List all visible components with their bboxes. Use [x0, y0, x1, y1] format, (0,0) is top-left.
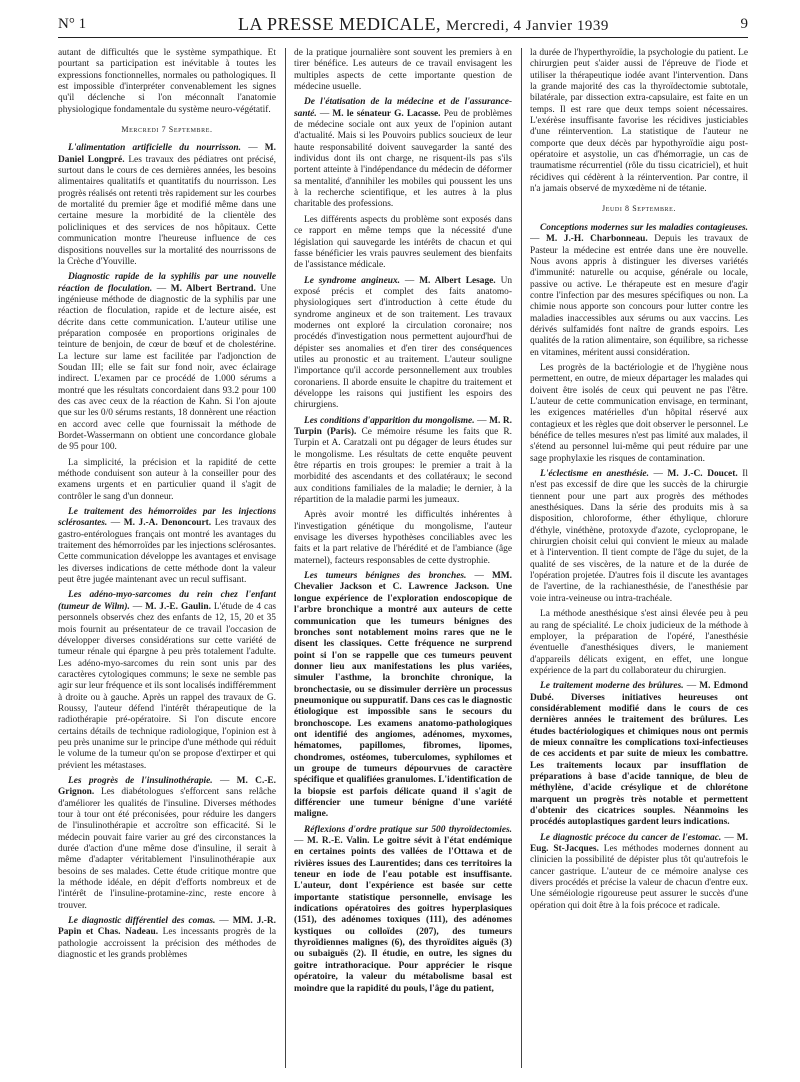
column-2: [294, 48, 512, 1073]
abstract-author: MM. Chevalier Jackson et C. Lawrence Jackson.: [294, 571, 512, 593]
abstract-paragraph: La simplicité, la précision et la rapidité de cette méthode conduisent son auteur à la conseiller pour des examens urgents et en particulier quand il s'agit de contrôler le sang d'un donneur.: [58, 457, 276, 502]
abstract-text: Une longue expérience de l'exploration endoscopique de l'arbre bronchique a montré aux auteurs de cette communication que les tumeurs bénignes des bronches sont notablement moins rares que ne le disent les classiques. Cette fréquence ne surprend point si l'on se rappelle que ces tumeurs peuvent donner lieu aux manifestations les plus variées, simuler l'asthme, la bronchite chronique, la bronchectasie, ou se dissimuler derrière un processus pneumonique ou suppuratif. Dans ces cas le diagnostic étiologique est impossible sans le secours du bronchoscope. Les examens anatomo-pathologiques ont identifié des angiomes, adénomes, myxomes, hématomes, papillomes, fibromes, lipomes, chondromes, ostéomes, tuberculomes, syphilomes et un groupe de tumeurs dépourvues de caractère spécifique et qualifiées granulomes. L'identification de la biopsie est parfois délicate quand il s'agit de différencier une tumeur bénigne d'une variété maligne.: [294, 582, 512, 820]
abstract-thyroidectomies: Réflexions d'ordre pratique sur 500 thyroïdectomies. — M. R.-E. Valin. Le goitre sévit à l'état endémique en certaines points des vallées de l'Ottawa et de rivières issues des Laurentides; dans ces territoires la teneur en iode de l'eau potable est insuffisante. L'auteur, dont l'expérience est basée sur cette importante statistique personnelle, envisage les indications opératoires des goitres hyperplasiques (151), des adénomes toxiques (111), des adénomes kystiques ou colloïdes (207), des tumeurs thyroïdiennes malignes (6), des thyroïdites aiguës (3) ou subaiguës (2). Il étudie, en outre, les signes du goitre intrathoracique. Pour apprécier le risque opératoire, la valeur du métabolisme basal est moindre que la rapidité du pouls, l'âge du patient,: [294, 824, 512, 994]
publication-date: Mercredi, 4 Janvier 1939: [446, 18, 609, 34]
column-1: [58, 48, 276, 1073]
abstract-state-medicine: De l'étatisation de la médecine et de l'assurance-santé. — M. le sénateur G. Lacasse. Peu de problèmes de médecine sociale ont aux yeux de l'opinion autant d'actualité. Mais si les Pouvoirs publics soucieux de leur haute responsabilité doivent sauvegarder la santé des individus dont ils ont charge, ne risquent-ils pas s'ils portent atteinte à l'indépendance du médecin de déformer sa mentalité, d'annihiler les mobiles qui poussent les uns à la recherche scientifique, et les autres à la plus charitable des professions.: [294, 97, 512, 210]
abstract-text: Diverses initiatives heureuses ont considérablement modifié dans le cours de ces dernières années le traitement des brûlures. Les études bactériologiques et chimiques nous ont permis de mieux connaître les complications toxi-infectieuses de ces accidents et par suite de mieux les combattre. Les traitements locaux par insufflation de préparations à base d'acide tannique, de bleu de méthylène, d'acide crésylique et de chlorétone marquent un progrès très notable et permettent d'obtenir des cicatrices souples. Néanmoins les procédés autoplastiques gardent leurs indications.: [530, 692, 748, 828]
abstract-comas-diagnosis: Le diagnostic différentiel des comas. — MM. J.-R. Papin et Chas. Nadeau. Les incessants progrès de la pathologie accroissent la précision des méthodes de diagnostic et les grands problèmes: [58, 916, 276, 961]
abstract-author: M. le sénateur G. Lacasse.: [332, 108, 441, 119]
abstract-text: Ce mémoire résume les faits que R. Turpin et A. Caratzali ont pu dégager de leurs études sur le mongolisme. Les résultats de cette enquête peuvent être répartis en trois groupes: le premier a trait à la morbidité des ascendants et des collatéraux; le second aux conditions familiales de la maladie; le dernier, à la répartition de la maladie parmi les jumeaux.: [294, 427, 512, 506]
date-heading: Jeudi 8 Septembre.: [601, 204, 677, 214]
abstract-text: Depuis les travaux de Pasteur la médecine est entrée dans une ère nouvelle. Nous avons appris à distinguer les diverses variétés d'immunité: naturelle ou acquise, générale ou locale, passive ou active. Le thérapeute est en mesure d'agir contre l'infection par des mesures spécifiques ou non. La chimie nous apporte son concours pour lutter contre les maladies inaccessibles aux sérums ou aux vaccins. Les dérivés sulfamidés font naître de grands espoirs. Les qualités de la ration alimentaire, son équilibre, sa richesse en vitamines, méritent aussi considération.: [530, 234, 748, 358]
column-3: [530, 48, 748, 1073]
abstract-wilms-tumor: Les adéno-myo-sarcomes du rein chez l'enfant (tumeur de Wilm). — M. J.-E. Gaulin. L'étude de 4 cas personnels observés chez des enfants de 12, 15, 20 et 35 mois fournit au présentateur de ce travail l'occasion de développer diverses considérations sur cette variété de tumeur rénale qui épargne à peu près totalement l'adulte. Les adéno-myo-sarcomes du rein sont unis par des caractères cytologiques communs; le sexe ne semble pas agir sur leur fréquence et ils sont localisés indifféremment à droite ou à gauche. Après un rappel des travaux de G. Roussy, l'auteur défend l'intérêt thérapeutique de la radiothérapie pré-opératoire. Si l'on discute encore certains détails de technique radiologique, l'opinion est à peu près unanime sur le principe d'une méthode qui réduit le volume de la tumeur qu'on se propose d'extirper et qui prévient les métastases.: [58, 590, 276, 771]
publication-title: LA PRESSE MEDICALE,: [238, 14, 442, 34]
abstract-stomach-cancer: Le diagnostic précoce du cancer de l'estomac. — M. Eug. St-Jacques. Les méthodes modernes donnent au clinicien la possibilité de dépister plus tôt qu'autrefois le cancer gastrique. L'auteur de ce mémoire analyse ces divers procédés et précise la valeur de chacun d'entre eux. Une séméiologie rigoureuse peut assurer le succès d'une opération qui doit être à la fois précoce et radicale.: [530, 832, 748, 911]
abstract-paragraph: La méthode anesthésique s'est ainsi élevée peu à peu au rang de spécialité. Le choix judicieux de la méthode à employer, la préparation de l'opéré, l'anesthésie éventuelle d'anesthésiques divers, le maniement d'appareils délicats exigent, en effet, une longue expérience de la part du collaborateur du chirurgien.: [530, 609, 748, 676]
abstract-author: M. J.-H. Charbonneau.: [545, 234, 648, 245]
abstract-text: Les méthodes modernes donnent au clinicien la possibilité de dépister plus tôt qu'autrefois le cancer gastrique. L'auteur de ce mémoire analyse ces divers procédés et précise la valeur de chacun d'entre eux. Une séméiologie rigoureuse peut assurer le succès d'une opération qui doit être à la fois précoce et radicale.: [530, 844, 748, 911]
continued-text: autant de difficultés que le système sympathique. Et pourtant sa participation est inévitable à toutes les expressions fonctionnelles, normales ou pathologiques. Il est impossible d'interpréter convenablement les signes qu'il déclenche si l'on méconnaît l'anatomie physiologique fondamentale du système neuro-végétatif.: [58, 48, 276, 115]
abstract-text: Les diabétologues s'efforcent sans relâche d'améliorer les qualités de l'insuline. Diverses méthodes tour à tour ont été préconisées, pour réduire les dangers de l'insulinothérapie et accroître son efficacité. Si le médecin pouvait faire varier au gré des circonstances la durée d'action d'une même dose d'insuline, il serait à même d'adapter véritablement l'insulinothérapie aux besoins de ses malades. Cette étude critique montre que la méthode idéale, en dépit d'efforts nombreux et de l'intérêt de l'insuline-protamine-zinc, reste encore à trouver.: [58, 787, 276, 911]
abstract-title: Les tumeurs bénignes des bronches.: [304, 571, 467, 582]
abstract-author: M. J.-C. Doucet.: [667, 469, 738, 480]
abstract-text: Un exposé précis et complet des faits anatomo-physiologiques sert d'introduction à cette étude du syndrome angineux et de son traitement. Les travaux modernes ont exploré la circulation coronaire; nos procédés d'investigation nous permettent aujourd'hui de dépister ses anomalies et d'en tirer des conséquences utiles au pronostic et au traitement. L'auteur souligne l'importance qu'il accorde personnellement aux troubles coronariens. Il aborde ensuite le chapitre du traitement et développe les raisons qui justifient les espoirs des chirurgiens.: [294, 275, 512, 411]
abstract-author: M. Edmond Dubé.: [530, 681, 748, 703]
abstract-text: Les travaux des pédiatres ont précisé, surtout dans le cours de ces dernières années, les besoins alimentaires qualitatifs et quantitatifs du nourrisson. Les progrès réalisés ont retenti très rapidement sur les courbes de mortalité du premier âge et modifié même dans une certaine mesure la morbidité de la clientèle des policliniques et des services de nos hôpitaux. Cette communication montre l'heureuse influence de ces dispositions nouvelles sur la mortalité des nourrissons de la Crèche d'Youville.: [58, 154, 276, 267]
abstract-author: M. R.-E. Valin.: [307, 836, 370, 847]
issue-number: N° 1: [58, 16, 87, 32]
abstract-insulin-therapy: Les progrès de l'insulinothérapie. — M. C.-E. Grignon. Les diabétologues s'efforcent sans relâche d'améliorer les qualités de l'insuline. Diverses méthodes tour à tour ont été préconisées, pour réduire les dangers de l'insulinothérapie et accroître son efficacité. Si le médecin pouvait faire varier au gré des circonstances la durée d'action d'une même dose d'insuline, il serait à même d'adapter véritablement l'insulinothérapie aux besoins de ses malades. Cette étude critique montre que la méthode idéale, en dépit d'efforts nombreux et de l'intérêt de l'insuline-protamine-zinc, reste encore à trouver.: [58, 775, 276, 911]
abstract-paragraph: Les différents aspects du problème sont exposés dans ce rapport en même temps que la nécessité d'une législation qui sauvegarde les intérêts de chacun et qui fasse bénéficier les vrais pauvres seulement des bienfaits de l'assistance médicale.: [294, 214, 512, 271]
abstract-text: Le goitre sévit à l'état endémique en certaines points des vallées de l'Ottawa et de rivières issues des Laurentides; dans ces territoires la teneur en iode de l'eau potable est insuffisante. L'auteur, dont l'expérience est basée sur cette importante statistique personnelle, envisage les indications opératoires des goitres hyperplasiques (151), des adénomes toxiques (111), des adénomes kystiques ou colloïdes (207), des tumeurs thyroïdiennes malignes (6), des thyroïdites aiguës (3) ou subaiguës (2). Il étudie, en outre, les signes du goitre intrathoracique. Pour apprécier le risque opératoire, la valeur du métabolisme basal est moindre que la rapidité du pouls, l'âge du patient,: [294, 836, 512, 994]
abstract-bronchial-tumors: Les tumeurs bénignes des bronches. — MM. Chevalier Jackson et C. Lawrence Jackson. Une longue expérience de l'exploration endoscopique de l'arbre bronchique a montré aux auteurs de cette communication que les tumeurs bénignes des bronches sont notablement moins rares que ne le disent les classiques. Cette fréquence ne surprend point si l'on se rappelle que ces tumeurs peuvent donner lieu aux manifestations les plus variées, simuler l'asthme, la bronchite chronique, la bronchectasie, ou se dissimuler derrière un processus pneumonique ou suppuratif. Dans ces cas le diagnostic étiologique est impossible sans le secours du bronchoscope. Les examens anatomo-pathologiques ont identifié des angiomes, adénomes, myxomes, hématomes, papillomes, fibromes, lipomes, chondromes, ostéomes, tuberculomes, syphilomes et un groupe de tumeurs dépourvues de caractère spécifique et qualifiées granulomes. L'identification de la biopsie est parfois délicate quand il s'agit de différencier une tumeur bénigne d'une variété maligne.: [294, 571, 512, 820]
abstract-title: Les adéno-myo-sarcomes du rein chez l'enfant (tumeur de Wilm).: [58, 590, 276, 612]
abstract-text: Peu de problèmes de médecine sociale ont aux yeux de l'opinion autant d'actualité. Mais si les Pouvoirs publics soucieux de leur haute responsabilité doivent sauvegarder la santé des individus dont ils ont charge, ne risquent-ils pas s'ils portent atteinte à l'indépendance du médecin de déformer sa mentalité, d'annihiler les mobiles qui poussent les uns à la recherche scientifique, et les autres à la plus charitable des professions.: [294, 108, 512, 210]
abstract-author: M. Albert Bertrand.: [170, 283, 256, 294]
abstract-title: De l'étatisation de la médecine et de l'assurance-santé.: [294, 97, 512, 119]
abstract-text: Les incessants progrès de la pathologie accroissent la précision des méthodes de diagnostic et les grands problèmes: [58, 927, 276, 961]
abstract-mongolism: Les conditions d'apparition du mongolisme. — M. R. Turpin (Paris). Ce mémoire résume les faits que R. Turpin et A. Caratzali ont pu dégager de leurs études sur le mongolisme. Les résultats de cette enquête peuvent être répartis en trois groupes: le premier a trait à la morbidité des ascendants et des collatéraux; le second aux conditions familiales de la maladie; le dernier, à la répartition de la maladie parmi les jumeaux.: [294, 415, 512, 506]
abstract-angina: Le syndrome angineux. — M. Albert Lesage. Un exposé précis et complet des faits anatomo-physiologiques sert d'introduction à cette étude du syndrome angineux et de son traitement. Les travaux modernes ont exploré la circulation coronaire; nos procédés d'investigation nous permettent aujourd'hui de dépister ses anomalies et d'en tirer des conséquences utiles au pronostic et au traitement. L'auteur souligne l'importance qu'il accorde personnellement aux troubles coronariens. Il aborde ensuite le chapitre du traitement et développe les raisons qui justifient les espoirs des chirurgiens.: [294, 275, 512, 411]
abstract-title: L'éclectisme en anesthésie.: [540, 469, 649, 480]
abstract-title: Le traitement moderne des brûlures.: [540, 681, 684, 692]
continued-text: de la pratique journalière sont souvent les premiers à en tirer bénéfice. Les auteurs de ce travail envisagent les multiples aspects de cette importante question de médecine usuelle.: [294, 48, 512, 93]
column-divider-1: [285, 48, 286, 1068]
abstract-author: M. Albert Lesage.: [419, 275, 496, 286]
abstract-contagious-diseases: Conceptions modernes sur les maladies contagieuses. — M. J.-H. Charbonneau. Depuis les travaux de Pasteur la médecine est entrée dans une ère nouvelle. Nous avons appris à distinguer les diverses variétés d'immunité: naturelle ou acquise, générale ou locale, passive ou active. Le thérapeute est en mesure d'agir contre l'infection par des mesures spécifiques ou non. La chimie nous apporte son concours pour lutter contre les maladies inaccessibles aux sérums ou aux vaccins. Les dérivés sulfamidés font naître de grands espoirs. Les qualités de la ration alimentaire, son équilibre, sa richesse en vitamines, méritent aussi considération.: [530, 222, 748, 358]
abstract-text: L'étude de 4 cas personnels observés chez des enfants de 12, 15, 20 et 35 mois fournit au présentateur de ce travail l'occasion de développer diverses considérations sur cette variété de tumeur rénale qui épargne à peu près totalement l'adulte. Les adéno-myo-sarcomes du rein sont unis par des caractères cytologiques communs; le sexe ne semble pas agir sur leur fréquence et ils sont localisés indifféremment à droite ou à gauche. Après un rappel des travaux de G. Roussy, l'auteur défend l'intérêt thérapeutique de la radiothérapie pré-opératoire. Si l'on discute encore certains détails de technique radiologique, l'opinion est à peu près unanime sur le principe d'une méthode qui réduit le volume de la tumeur qu'on se propose d'extirper et qui prévient les métastases.: [58, 601, 276, 771]
abstract-syphilis-diagnosis: Diagnostic rapide de la syphilis par une nouvelle réaction de floculation. — M. Albert Bertrand. Une ingénieuse méthode de diagnostic de la syphilis par une réaction de floculation, rapide et de lecture aisée, est décrite dans cette communication. L'auteur utilise une préparation composée en proportions originales de teinture de benjoin, de cœur de bœuf et de cholestérine. La lecture sur lame est facilitée par l'adjonction de Soudan III; elle se fait sur fond noir, avec éclairage indirect. L'examen par ce procédé de 1.000 sérums a montré que les résultats concordaient dans 93.2 pour 100 des cas avec ceux de la réaction de Kahn. Si l'on ajoute que sur les 0/0 sérums restants, 18 donnèrent une réaction en accord avec celle que fournissait la méthode de Bordet-Wassermann on obtient une concordance globale de 95 pour 100.: [58, 272, 276, 453]
abstract-title: Les progrès de l'insulinothérapie.: [68, 775, 213, 786]
abstract-title: L'alimentation artificielle du nourrisson.: [68, 143, 241, 154]
abstract-paragraph: Les progrès de la bactériologie et de l'hygiène nous permettent, en outre, de mieux départager les malades qui doivent être isolés de ceux qui peuvent ne pas l'être. L'auteur de cette communication envisage, en terminant, les exigences matérielles d'un hôpital réservé aux contagieux et les règles que doit observer le personnel. Le bénéfice de telles mesures n'est pas limité aux malades, il s'étend au personnel lui-même qui peut réduire par une sage prophylaxie les risques de contamination.: [530, 362, 748, 464]
abstract-anesthesia: L'éclectisme en anesthésie. — M. J.-C. Doucet. Il n'est pas excessif de dire que les succès de la chirurgie tiennent pour une part aux progrès des méthodes anesthésiques. Dans la série des produits mis à sa disposition, chloroforme, éther éthylique, chlorure d'éthyle, vinéthène, protoxyde d'azote, cyclopropane, le chirurgien choisit celui qui convient le mieux au malade et à l'intervention. Il tient compte de l'âge du sujet, de la qualité de ses viscères, de la nature et de la durée de l'opération projetée. D'autres fois il discute les avantages de l'avertine, de la rachianesthésie, de l'anesthésie par voie intra-veineuse ou intra-trachéale.: [530, 469, 748, 604]
abstract-title: Le diagnostic précoce du cancer de l'estomac.: [540, 832, 722, 843]
abstract-burns: Le traitement moderne des brûlures. — M. Edmond Dubé. Diverses initiatives heureuses ont considérablement modifié dans le cours de ces dernières années le traitement des brûlures. Les études bactériologiques et chimiques nous ont permis de mieux connaître les complications toxi-infectieuses de ces accidents et par suite de mieux les combattre. Les traitements locaux par insufflation de préparations à base d'acide tannique, de bleu de méthylène, d'acide crésylique et de chlorétone marquent un progrès très notable et permettent d'obtenir des cicatrices souples. Néanmoins les procédés autoplastiques gardent leurs indications.: [530, 681, 748, 828]
abstract-title: Diagnostic rapide de la syphilis par une nouvelle réaction de floculation.: [58, 272, 276, 294]
abstract-title: Les conditions d'apparition du mongolisme.: [304, 415, 475, 426]
abstract-title: Le diagnostic différentiel des comas.: [68, 916, 216, 927]
abstract-author: M. Eug. St-Jacques.: [530, 832, 748, 855]
abstract-title: Le traitement des hémorroïdes par les injections sclérosantes.: [58, 507, 276, 529]
abstract-text: Une ingénieuse méthode de diagnostic de la syphilis par une réaction de floculation, rapide et de lecture aisée, est décrite dans cette communication. L'auteur utilise une préparation composée en proportions originales de teinture de benjoin, de cœur de bœuf et de cholestérine. La lecture sur lame est facilitée par l'adjonction de Soudan III; elle se fait sur fond noir, avec éclairage indirect. L'examen par ce procédé de 1.000 sérums a montré que les résultats concordaient dans 93.2 pour 100 des cas avec ceux de la réaction de Kahn. Si l'on ajoute que sur les 0/0 sérums restants, 18 donnèrent une réaction en accord avec celle que fournissait la méthode de Bordet-Wassermann on obtient une concordance globale de 95 pour 100.: [58, 283, 276, 453]
abstract-paragraph: Après avoir montré les difficultés inhérentes à l'investigation génétique du mongolisme, l'auteur envisage les diverses hypothèses conciliables avec les faits et la part relative de l'hérédité et de l'ambiance (âge maternel), facteurs responsables de cette dystrophie.: [294, 510, 512, 566]
abstract-author: MM. J.-R. Papin et Chas. Nadeau.: [58, 916, 276, 938]
abstract-author: M. J.-A. Denoncourt.: [123, 518, 212, 529]
column-divider-2: [521, 48, 522, 1068]
abstract-hemorrhoids: Le traitement des hémorroïdes par les injections sclérosantes. — M. J.-A. Denoncourt. Les travaux des gastro-entérologues français ont montré les avantages du traitement des hémorroïdes par les injections sclérosantes. Cette communication développe les avantages et envisage les diverses indications de cette méthode dont la valeur peut être jugée maintenant avec un recul suffisant.: [58, 507, 276, 586]
abstract-title: Conceptions modernes sur les maladies contagieuses.: [540, 222, 748, 233]
publication-title-line: [238, 14, 609, 35]
abstract-text: Il n'est pas excessif de dire que les succès de la chirurgie tiennent pour une part aux progrès des méthodes anesthésiques. Dans la série des produits mis à sa disposition, chloroforme, éther éthylique, chlorure d'éthyle, vinéthène, protoxyde d'azote, cyclopropane, le chirurgien choisit celui qui convient le mieux au malade et à l'intervention. Il tient compte de l'âge du sujet, de la qualité de ses viscères, de la nature et de la durée de l'opération projetée. D'autres fois il discute les avantages de l'avertine, de la rachianesthésie, de l'anesthésie par voie intra-veineuse ou intra-trachéale.: [530, 469, 748, 604]
page-header: [58, 14, 748, 38]
abstract-author: M. R. Turpin (Paris).: [294, 415, 512, 437]
date-heading: Mercredi 7 Septembre.: [121, 125, 213, 135]
abstract-title: Le syndrome angineux.: [304, 275, 401, 286]
abstract-title: Réflexions d'ordre pratique sur 500 thyroïdectomies.: [304, 824, 512, 835]
abstract-infant-nutrition: L'alimentation artificielle du nourrisson. — M. Daniel Longpré. Les travaux des pédiatres ont précisé, surtout dans le cours de ces dernières années, les besoins alimentaires qualitatifs et quantitatifs du nourrisson. Les progrès réalisés ont retenti très rapidement sur les courbes de mortalité du premier âge et modifié même dans une certaine mesure la morbidité de la clientèle des policliniques et des services de nos hôpitaux. Cette communication montre l'heureuse influence de ces dispositions nouvelles sur la mortalité des nourrissons de la Crèche d'Youville.: [58, 143, 276, 267]
continued-text: la durée de l'hyperthyroïdie, la psychologie du patient. Le chirurgien peut s'aider aussi de l'épreuve de l'iode et utiliser la thérapeutique iodée avant l'intervention. Dans la grande majorité des cas la thyroïdectomie subtotale, bilatérale, par dissection extra-capsulaire, est faite en un temps. Il est rare que deux temps soient nécessaires. L'exérèse insuffisante favorise les récidives justiciables d'une réintervention. La statistique de l'auteur ne comporte que deux décès par hypothyroïdie aigu post-opératoire et asystolie, un cas d'hémorragie, un cas de traumatisme récurrentiel (rôle du tissu cicatriciel), et huit récidives qui cédèrent à la réintervention. Par contre, il n'a jamais observé de myxœdème ni de tétanie.: [530, 48, 748, 195]
abstract-author: M. C.-E. Grignon.: [58, 775, 276, 798]
abstract-text: Les travaux des gastro-entérologues français ont montré les avantages du traitement des hémorroïdes par les injections sclérosantes. Cette communication développe les avantages et envisage les diverses indications de cette méthode dont la valeur peut être jugée maintenant avec un recul suffisant.: [58, 518, 276, 586]
abstract-author: M. Daniel Longpré.: [58, 143, 276, 165]
page-number: 9: [740, 16, 748, 32]
abstract-author: M. J.-E. Gaulin.: [145, 601, 211, 612]
